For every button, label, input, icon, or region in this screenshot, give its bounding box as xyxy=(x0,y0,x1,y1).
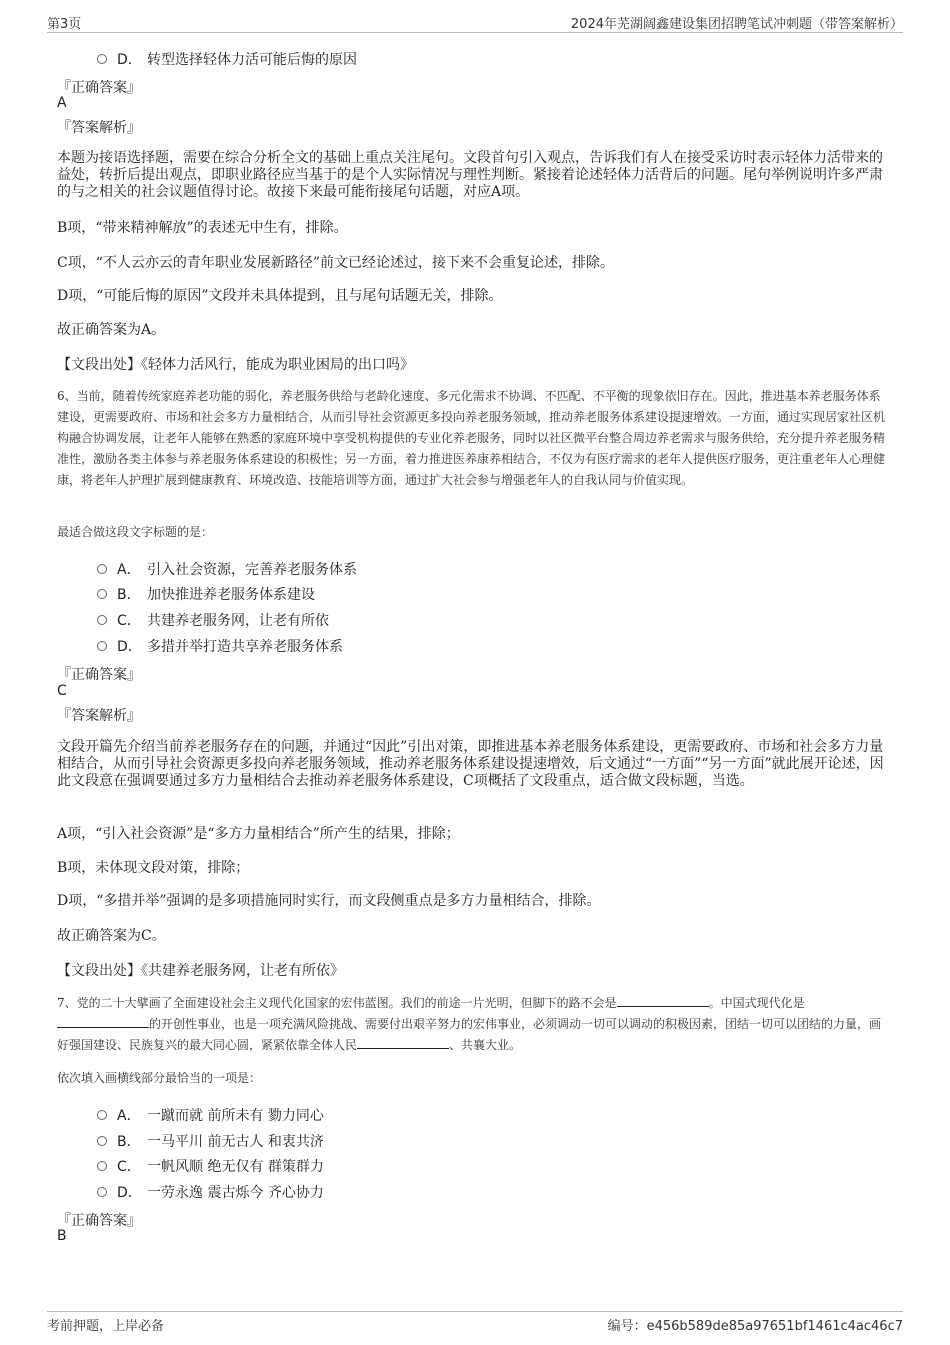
analysis-c: C项，“不人云亦云的青年职业发展新路径”前文已经论述过，接下来不会重复论述，排除。 xyxy=(57,255,615,271)
radio-icon[interactable] xyxy=(97,1161,107,1171)
analysis-b: B项，未体现文段对策，排除； xyxy=(57,860,250,876)
document-code: 编号：e456b589de85a97651bf1461c4ac46c7 xyxy=(607,1319,903,1334)
option-d[interactable]: D． 多措并举打造共享养老服务体系 xyxy=(97,636,343,656)
analysis-a: A项，“引入社会资源”是“多方力量相结合”所产生的结果，排除； xyxy=(57,826,460,842)
footer-slogan: 考前押题，上岸必备 xyxy=(47,1319,165,1334)
answer-value: C xyxy=(57,683,67,699)
analysis-conclusion: 故正确答案为C。 xyxy=(57,928,166,944)
page-footer xyxy=(47,1311,903,1338)
fill-blank xyxy=(57,1015,149,1028)
radio-icon[interactable] xyxy=(97,615,107,625)
answer-label: 『正确答案』 xyxy=(57,80,141,96)
option-d[interactable]: D． 转型选择轻体力活可能后悔的原因 xyxy=(97,49,357,69)
question-7-text: 7、党的二十大擘画了全面建设社会主义现代化国家的宏伟蓝图。我们的前途一片光明，但脚下的路不会是 。中国式现代化是的开创性事业，也是一项充满风险挑战、需要付出艰辛努力的宏伟事业，必须调动一切可以调动的积极因素，团结一切可以团结的力量，画好强国建设、民族复兴的最大同心圆，紧紧依靠全体人民 、共襄大业。 xyxy=(57,996,882,1052)
answer-label: 『正确答案』 xyxy=(57,667,141,683)
radio-icon[interactable] xyxy=(97,1187,107,1197)
answer-value: A xyxy=(57,95,67,111)
option-b[interactable]: B． 加快推进养老服务体系建设 xyxy=(97,584,315,604)
fill-blank xyxy=(357,1036,449,1049)
radio-icon[interactable] xyxy=(97,54,107,64)
question-7-prompt: 依次填入画横线部分最恰当的一项是： xyxy=(57,1071,262,1085)
option-a[interactable]: A． 一蹴而就 前所未有 勠力同心 xyxy=(97,1105,324,1125)
analysis-b: B项，“带来精神解放”的表述无中生有，排除。 xyxy=(57,220,348,236)
question-6-text: 6、当前，随着传统家庭养老功能的弱化，养老服务供给与老龄化速度、多元化需求不协调、不匹配、不平衡的现象依旧存在。因此，推进基本养老服务体系建设，更需要政府、市场和社会多方力量相结合，从而引导社会资源更多投向养老服务领域，推动养老服务体系建设提速增效。一方面，通过实现居家社区机构融合协调发展，让老年人能够在熟悉的家庭环境中享受机构提供的专业化养老服务，同时以社区微平台整合周边养老需求与服务供给，充分提升养老服务精准性，激励各类主体参与养老服务体系建设的积极性；另一方面，着力推进医养康养相结合，不仅为有医疗需求的老年人提供医疗服务，更注重老年人心理健康，将老年人护理扩展到健康教育、环境改造、技能培训等方面，通过扩大社会参与增强老年人的自我认同与价值实现。 xyxy=(57,389,886,487)
option-c[interactable]: C． 共建养老服务网，让老有所依 xyxy=(97,610,329,630)
option-c[interactable]: C． 一帆风顺 绝无仅有 群策群力 xyxy=(97,1156,324,1176)
analysis-text: 本题为接语选择题，需要在综合分析全文的基础上重点关注尾句。文段首句引入观点，告诉我们有人在接受采访时表示轻体力活带来的益处，转折后提出观点，即职业路径应当基于的是个人实际情况与理性判断。紧接着论述轻体力活背后的问题。尾句举例说明许多严肃的与之相关的社会议题值得讨论。故接下来最可能衔接尾句话题，对应A项。 xyxy=(57,150,883,200)
radio-icon[interactable] xyxy=(97,564,107,574)
radio-icon[interactable] xyxy=(97,589,107,599)
analysis-label: 『答案解析』 xyxy=(57,708,141,724)
source-note: 【文段出处】《共建养老服务网，让老有所依》 xyxy=(57,963,344,979)
radio-icon[interactable] xyxy=(97,1110,107,1120)
document-title: 2024年芜湖阔鑫建设集团招聘笔试冲刺题（带答案解析） xyxy=(570,17,903,32)
page-number: 第3页 xyxy=(47,17,82,32)
option-d[interactable]: D． 一劳永逸 震古烁今 齐心协力 xyxy=(97,1182,324,1202)
answer-label: 『正确答案』 xyxy=(57,1213,141,1229)
analysis-d: D项，“多措并举”强调的是多项措施同时实行，而文段侧重点是多方力量相结合，排除。 xyxy=(57,893,601,909)
answer-value: B xyxy=(57,1228,67,1244)
question-6-prompt: 最适合做这段文字标题的是： xyxy=(57,525,214,539)
analysis-label: 『答案解析』 xyxy=(57,120,141,136)
page-header xyxy=(47,10,903,33)
option-a[interactable]: A． 引入社会资源，完善养老服务体系 xyxy=(97,559,357,579)
analysis-conclusion: 故正确答案为A。 xyxy=(57,322,166,338)
option-b[interactable]: B． 一马平川 前无古人 和衷共济 xyxy=(97,1131,324,1151)
analysis-d: D项，“可能后悔的原因”文段并未具体提到，且与尾句话题无关，排除。 xyxy=(57,288,503,304)
fill-blank xyxy=(617,994,709,1007)
source-note: 【文段出处】《轻体力活风行，能成为职业困局的出口吗》 xyxy=(57,357,414,373)
analysis-text: 文段开篇先介绍当前养老服务存在的问题，并通过“因此”引出对策，即推进基本养老服务体系建设，更需要政府、市场和社会多方力量相结合，从而引导社会资源更多投向养老服务领域，推动养老服务体系建设提速增效，后文通过“一方面”“另一方面”就此展开论述，因此文段意在强调要通过多方力量相结合去推动养老服务体系建设，C项概括了文段重点，适合做文段标题，当选。 xyxy=(57,739,884,789)
radio-icon[interactable] xyxy=(97,1136,107,1146)
radio-icon[interactable] xyxy=(97,641,107,651)
